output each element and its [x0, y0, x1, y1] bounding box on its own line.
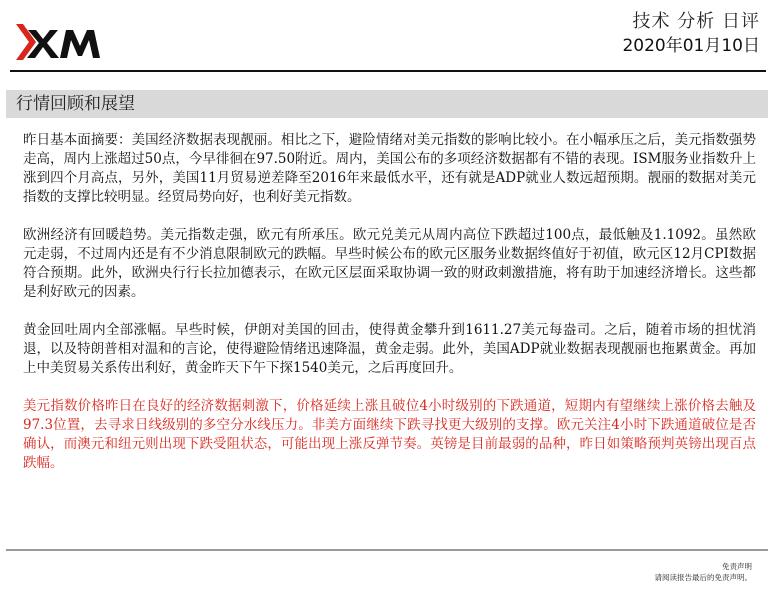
section-title: 行情回顾和展望 — [16, 94, 135, 114]
paragraph-technical-outlook: 美元指数价格昨日在良好的经济数据刺激下，价格延续上涨且破位4小时级别的下跌通道，短期内有望继续上涨价格去触及97.3位置，去寻求日线级别的多空分水线压力。非美方面继续下跌寻找更大级别的支撑。欧元关注4小时下跌通道破位是否确认，而澳元和纽元则出现下跌受阻状态，可能出现上涨反弹节奏。英镑是目前最弱的品种，昨日如策略预判英镑出现百点跌幅。 — [23, 398, 756, 471]
xm-logo-m — [60, 30, 100, 58]
disclaimer-note: 请阅读报告最后的免责声明。 — [654, 573, 752, 582]
paragraph-gold: 黄金回吐周内全部涨幅。早些时候，伊朗对美国的回击，使得黄金攀升到1611.27美元每盎司。之后，随着市场的担忧消退，以及特朗普相对温和的言论，使得避险情绪迅速降温，黄金走弱。此外，美国ADP就业数据表现靓丽也拖累黄金。再加上中美贸易关系传出利好，黄金昨天下午下探1540美元，之后再度回升。 — [23, 322, 756, 376]
disclaimer-title: 免责声明 — [722, 562, 752, 571]
header-divider — [10, 70, 766, 72]
paragraph-euro: 欧洲经济有回暖趋势。美元指数走强，欧元有所承压。欧元兑美元从周内高位下跌超过100点，最低触及1.1092。虽然欧元走弱，不过周内还是有不少消息限制欧元的跌幅。早些时候公布的欧元区服务业数据终值好于初值，欧元区12月CPI数据符合预期。此外，欧洲央行行长拉加德表示，在欧元区层面采取协调一致的财政刺激措施，将有助于加速经济增长。这些都是利好欧元的因素。 — [23, 227, 756, 300]
xm-logo — [14, 22, 114, 62]
report-date: 2020年01月10日 — [622, 36, 760, 56]
paragraph-fundamentals: 昨日基本面摘要：美国经济数据表现靓丽。相比之下，避险情绪对美元指数的影响比较小。在小幅承压之后，美元指数强势走高，周内上涨超过50点，今早徘徊在97.50附近。周内，美国公布的多项经济数据都有不错的表现。ISM服务业指数升上涨到四个月高点，另外，美国11月贸易逆差降至2016年来最低水平，还有就是ADP就业人数远超预期。靓丽的数据对美元指数的支撑比较明显。经贸局势向好，也利好美元指数。 — [23, 132, 756, 205]
report-title: 技术 分析 日评 — [632, 11, 760, 32]
disclaimer — [655, 561, 753, 583]
section-header — [6, 90, 768, 118]
report-body — [23, 131, 756, 492]
footer-divider — [6, 549, 768, 551]
report-header — [622, 10, 760, 58]
